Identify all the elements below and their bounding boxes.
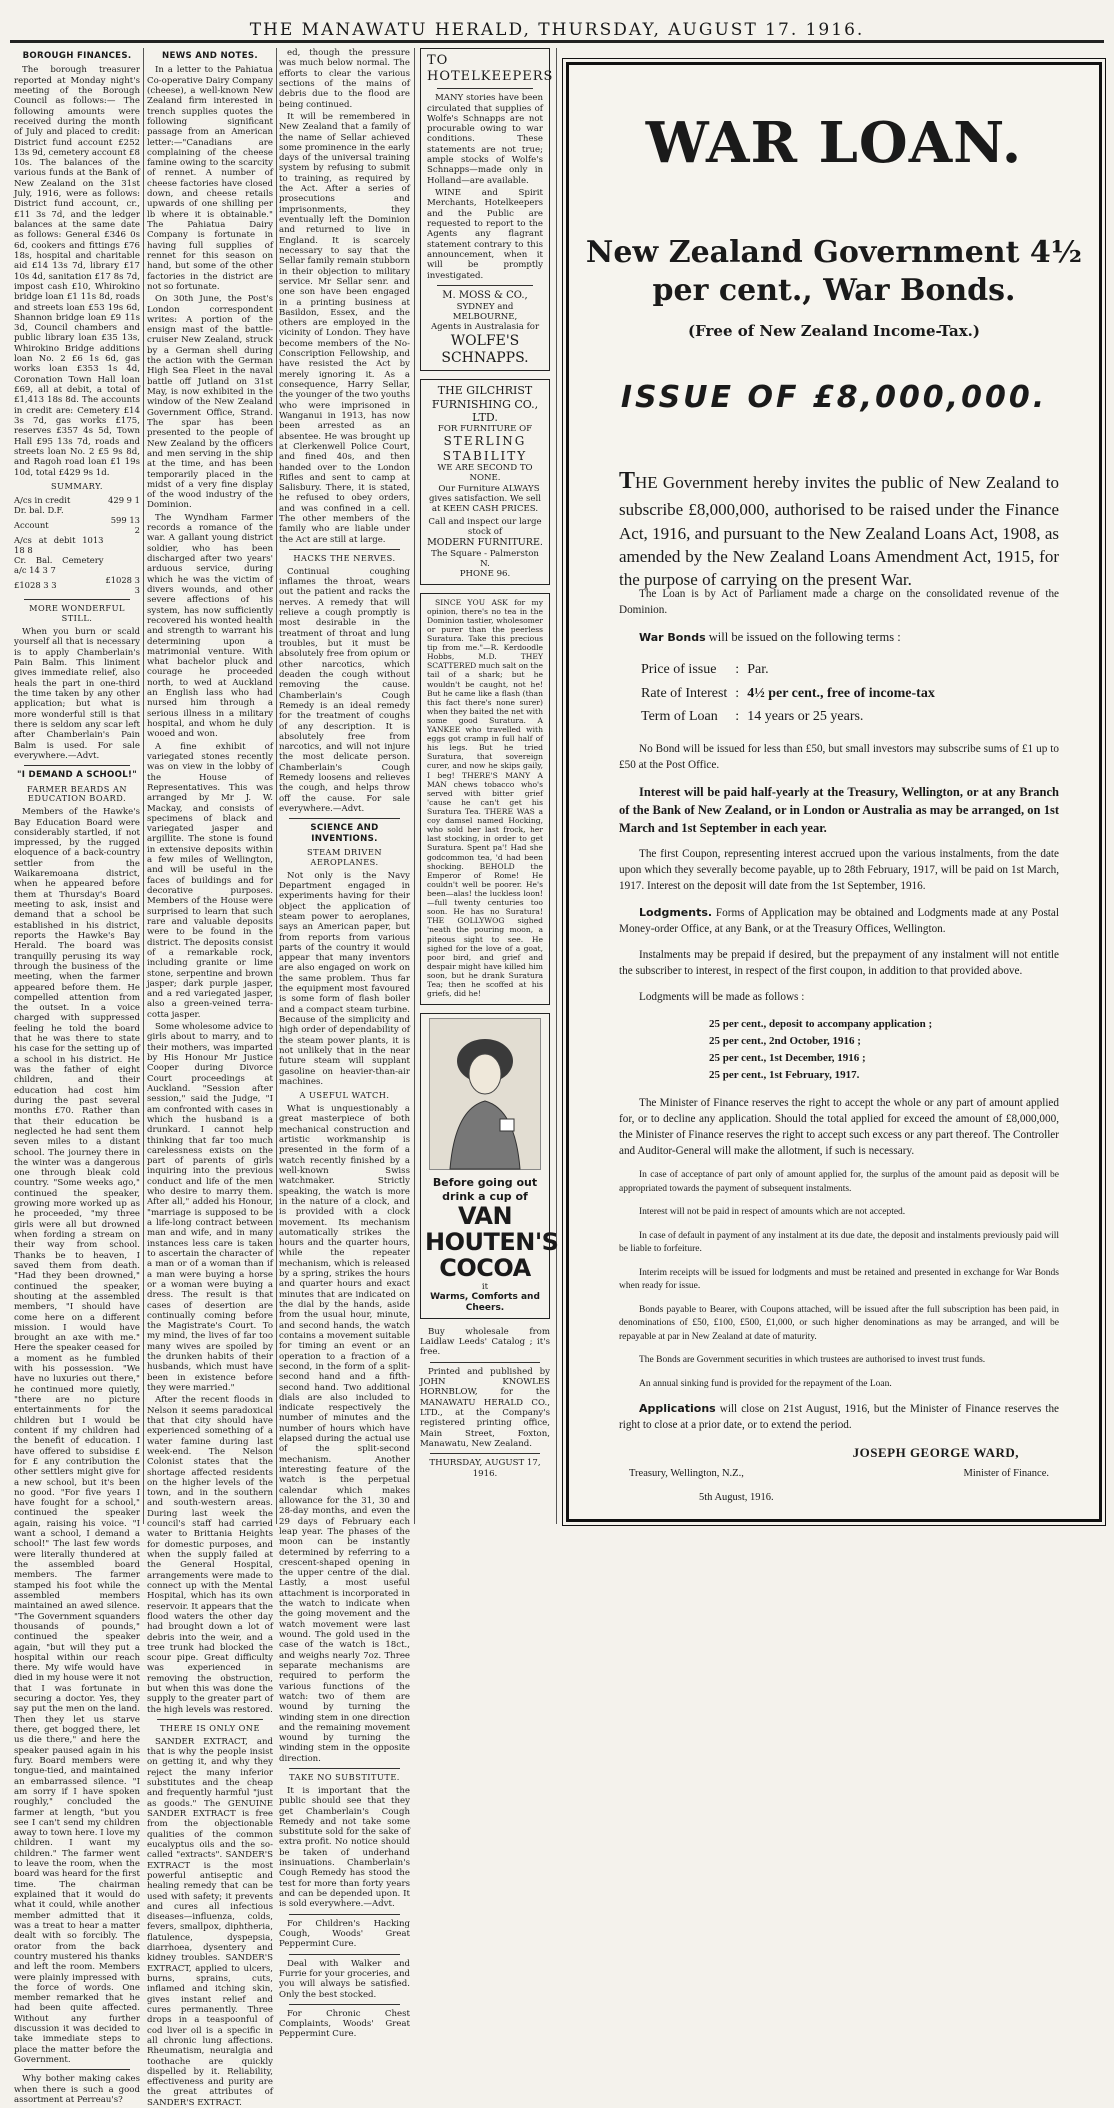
rule [24, 599, 130, 600]
treasury-location: Treasury, Wellington, N.Z., [629, 1467, 744, 1479]
article-stones: A fine exhibit of variegated stones recently was on view in the lobby of the House of Representatives. This was arranged by Mr J. W. Mackay, and consists of specimens of black and variegated jasper and argillite. The stone is found in extensive deposits within a few miles of Wellington, and will be useful in the faces of buildings and for decorative purposes. Members of the House were surprised to learn that such rare and valuable deposits were to be found in the district. The deposits consist of a remarkable rock, including granite or lime stone, serpentine and brown jasper; dark purple jasper, and a red variegated jasper, also a green-veined terra-cotta jasper. [147, 741, 273, 1020]
war-loan-tax-free: (Free of New Zealand Income-Tax.) [688, 322, 980, 340]
article-hacks-nerves: Continual coughing inflames the throat, wears out the patient and racks the nerves. A remedy that will relieve a cough promptly is most desirable in the treatment of throat and lung troubles, but it must be absolutely free from opium or other narcotics, which deaden the cough without removing the cause. Chamberlain's Cough Remedy is an ideal remedy for the treatment of coughs of any description. It is absolutely free from narcotics, and will not injure the most delicate person. Chamberlain's Cough Remedy loosens and relieves the cough, and helps throw off the cause. For sale everywhere.—Advt. [279, 566, 410, 815]
ad-suratura-text: SINCE YOU ASK for my opinion, there's no tea in the Dominion tastier, wholesomer or purer than the peerless Suratura. Take this precious tip from me."—R. Kerdoodle Hobbs, M.D. THEY SCATTERED much salt on the tail of a shark; but he wouldn't be caught, not he! But he came like a flash (than this fact there's none surer) when they baited the net with some good Suratura. A YANKEE who travelled with eggs got cramp in full half of his legs. But he tried Suratura, that sovereign curer, and now he skips gaily, I beg! THERE'S MANY A MAN chews tobacco who's served with bitter grief 'cause he can't get his Suratura Tea. THERE WAS a coy damsel named Hocking, who sold her last frock, her last stocking, in order to get Suratura. Spent pa'! Had she godcommon tea, 'd had been shocking. BEHOLD the Emperor of Rome! He couldn't well be poorer. He's been—alas! the luckless loon!—full twenty centuries too soon. He has no Suratura! THE GOLLYWOG sighed 'neath the pouring moon, a piteous sight to see. He sighed for the love of a goat, poor bird, and grief and despair might have killed him soon, but he drank Suratura Tea; then he scoffed at his griefs, did he! [427, 597, 543, 999]
woman-drinking-cocoa-illustration [429, 1018, 541, 1170]
ad-suratura [420, 593, 550, 1006]
war-loan-issue-amount: ISSUE OF £8,000,000. [620, 380, 1048, 415]
column-3 [279, 48, 410, 2040]
ad-gilchrist-sterling: STERLING STABILITY [442, 434, 528, 463]
notice-date: 5th August, 1916. [699, 1492, 774, 1504]
rule [289, 549, 400, 550]
ad-laidlaw-leeds: Buy wholesale from Laidlaw Leeds' Catalog ; it's free. [420, 1326, 550, 1358]
rule [157, 1719, 263, 1720]
lodgment-item: 25 per cent., deposit to accompany application ; [709, 1017, 933, 1030]
column-divider [276, 48, 277, 1524]
lodgment-item: 25 per cent., 2nd October, 1916 ; [709, 1034, 861, 1047]
ad-sander-extract: SANDER EXTRACT, and that is why the people insist on getting it, and why they reject the many inferior substitutes and the cheap and frequently harmful "just as goods." The GENUINE SANDER EXTRACT is free from the objectionable qualities of the common eucalyptus oils and the so-called "extracts". SANDER'S EXTRACT is the most powerful antiseptic and healing remedy that can be used with safety; it prevents and cures all infectious diseases—influenza, colds, fevers, smallpox, diphtheria, flatulence, dyspepsia, diarrhoea, dysentery and kidney troubles. SANDER'S EXTRACT, applied to ulcers, burns, sprains, cuts, inflamed and itching skin, gives instant relief and cures permanently. Three drops in a teaspoonful of cod liver oil is a specific in all chronic lung affections. Rheumatism, neuralgia and toothache are quickly dispelled by it. Reliability, effectiveness and purity are the great attributes of SANDER'S EXTRACT. [147, 1736, 273, 2108]
summary-row: A/cs in credit 429 9 1 [14, 494, 140, 505]
ad-perreau: Why bother making cakes when there is such a good assortment at Perreau's? [14, 2074, 140, 2105]
paragraph-lodgment-schedule: Lodgments will be made as follows : [639, 990, 805, 1003]
headline-demand-school: "I DEMAND A SCHOOL!" [16, 770, 137, 781]
terms-row: Price of issue : Par. [641, 661, 769, 677]
paragraph-trustees: The Bonds are Government securities in which trustees are authorised to invest trust funds. [639, 1355, 986, 1366]
subhead-steam-aeroplanes: STEAM DRIVEN AEROPLANES. [307, 846, 382, 867]
signature: JOSEPH GEORGE WARD, [852, 1445, 1019, 1461]
terms-table [639, 657, 943, 731]
masthead: THE MANAWATU HERALD, THURSDAY, AUGUST 17. 1916. [249, 20, 865, 40]
paragraph-minister-rights: The Minister of Finance reserves the right to accept the whole or any part of amount applied for, or to decline any application. Should the total applied for exceed the amount of £8,000,000, the Minister of Finance reserves the right to accept such excess or any part thereof. The Controller and Auditor-General will make the allotment, if such is necessary. [619, 1096, 1059, 1157]
ad-peppermint-cure-chest: For Chronic Chest Complaints, Woods' Great Peppermint Cure. [279, 2008, 410, 2040]
ad-gilchrist-modern: MODERN FURNITURE. [427, 537, 543, 549]
headline-sander: THERE IS ONLY ONE [160, 1723, 260, 1733]
paragraph-bonds-bearer: Bonds payable to Bearer, with Coupons attached, will be issued after the full subscription has been paid, in denominations of £50, £100, £500, £1,000, or such higher denominations as may be arranged, and will be repayable at par in New Zealand at date of maturity. [619, 1304, 1059, 1342]
article-nelson-water: After the recent floods in Nelson it seems paradoxical that that city should have experienced something of a water famine during last week-end. The Nelson Colonist states that the shortage affected residents on the higher levels of the town, and in the southern and south-western areas. During last week the council's staff had carried water to Brittania Heights for domestic purposes, and when the supply failed at the General Hospital, arrangements were made to connect up with the Mental Hospital, which has its own reservoir. It appears that the flood waters the other day had brought down a lot of debris into the weir, and a tree trunk had blocked the scour pipe. Great difficulty was experienced in removing the obstruction, but when this was done the supply to the greater part of the high levels was restored. [147, 1395, 273, 1715]
lodgment-item: 25 per cent., 1st December, 1916 ; [709, 1051, 866, 1064]
rule [289, 1914, 400, 1915]
subhead-useful-watch: A USEFUL WATCH. [299, 1090, 390, 1101]
cocoa-warms: Warms, Comforts and Cheers. [430, 1292, 540, 1313]
summary-heading: SUMMARY. [50, 480, 104, 491]
ad-hotelkeepers [420, 48, 554, 371]
ad-hotelkeepers-title: TO HOTELKEEPERS [427, 53, 554, 84]
footer-date: THURSDAY, AUGUST 17, 1916. [429, 1458, 541, 1479]
drop-cap: T [619, 468, 636, 494]
paragraph-surplus: In case of acceptance of part only of amount applied for, the surplus of the amount paid as deposit will be appropriated towards the payment of subsequent instalments. [619, 1170, 1059, 1194]
headline-hacks-nerves: HACKS THE NERVES. [293, 553, 396, 563]
rule [24, 2069, 130, 2070]
ad-van-houtens-cocoa [420, 1013, 559, 1318]
paragraph-minimum-bond: No Bond will be issued for less than £50, but small investors may subscribe sums of £1 up to £50 at the Post Office. [619, 743, 1059, 772]
ad-gilchrist-text: Our Furniture ALWAYS gives satisfaction. We sell at KEEN CASH PRICES. [429, 483, 541, 515]
ad-gilchrist-call: Call and inspect our large stock of [428, 516, 542, 537]
article-ensign-mast: On 30th June, the Post's London correspondent writes: A portion of the ensign mast of the battle-cruiser New Zealand, struck by a German shell during the action with the German High Sea Fleet in the naval battle off Jutland on 31st May, is now exhibited in the window of the New Zealand Government Office, Strand. The spar has been presented to the people of New Zealand by the officers and men serving in the ship at the time, and has been temporarily placed in the midst of a very fine display of the wood industry of the Dominion. [147, 294, 273, 511]
minister-title: Minister of Finance. [963, 1467, 1049, 1479]
paragraph-not-accepted: Interest will not be paid in respect of amounts which are not accepted. [639, 1207, 906, 1218]
ad-gilchrist [420, 379, 550, 584]
rule [24, 765, 130, 766]
rule [289, 1768, 400, 1769]
rule [289, 818, 400, 819]
article-steam-aeroplanes: Not only is the Navy Department engaged in experiments having for their object the application of steam power to aeroplanes, says an American paper, but from reports from various parts of the country it would appear that many inventors are also engaged on work on the same problem. Thus far the equipment most favoured is some form of flash boiler and a compact steam turbine. Because of the simplicity and high order of dependability of the steam power plants, it is not unlikely that in the near future steam will supplant gasoline on heavier-than-air machines. [279, 870, 410, 1087]
paragraph-interest: Interest will be paid half-yearly at the Treasury, Wellington, or at any Branch of the Bank of New Zealand, or in London or Australia as may be arranged, on 1st March and 1st September in each year. [619, 785, 1059, 835]
ad-moss-cities: SYDNEY and MELBOURNE, [452, 301, 518, 323]
paragraph-prepaid: Instalments may be prepaid if desired, but the prepayment of any instalment will not entitle the subscriber to interest, in respect of the first coupon, in addition to that provided above. [619, 948, 1059, 977]
summary-row: Account 599 13 2 [14, 514, 140, 535]
headline-news-notes: NEWS AND NOTES. [162, 51, 258, 61]
article-no-substitute: It is important that the public should see that they get Chamberlain's Cough Remedy and not take some substitute sold for the sake of extra profit. No notice should be taken of underhand insinuations. Chamberlain's Cough Remedy has stood the test for more than forty years and can be depended upon. It is sold everywhere.—Advt. [279, 1785, 410, 1910]
rule [289, 1954, 400, 1955]
ad-gilchrist-for: FOR FURNITURE OF [437, 423, 533, 434]
paragraph-terms-intro: War Bonds will be issued on the following terms : [639, 629, 901, 644]
imprint: Printed and published by JOHN KNOWLES HORNBLOW, for the MANAWATU HERALD CO., LTD., at the Company's registered printing office, Main Street, Foxton, Manawatu, New Zealand. [420, 1366, 550, 1449]
ad-gilchrist-title: THE GILCHRIST FURNISHING CO., LTD. [431, 384, 539, 424]
summary-row: A/cs at debit 1013 18 8 [14, 534, 104, 556]
summary-table [14, 495, 140, 596]
war-loan-lead-paragraph [619, 465, 1059, 592]
war-loan-title: WAR LOAN. [645, 110, 1023, 176]
ad-hotelkeepers-text: WINE and Spirit Merchants, Hotelkeepers and the Public are requested to report to the Agents any flagrant statement contrary to this announcement, when it will be promptly investigated. [427, 188, 543, 281]
headline-borough-finances: BOROUGH FINANCES. [22, 51, 132, 61]
rule [437, 285, 533, 286]
ad-moss-name: M. MOSS & CO., [442, 289, 528, 301]
rule [289, 2004, 400, 2005]
lead-text: HE Government hereby invites the public of New Zealand to subscribe £8,000,000, authorised to be raised under the Finance Act, 1916, and pursuant to the New Zealand Loans Act, 1908, as amended by the New Zealand Loans Amendment Act, 1915, for the purpose of carrying on the present War. [619, 473, 1059, 590]
ad-gilchrist-address: The Square - Palmerston N. [431, 548, 539, 569]
ad-hotelkeepers-text: MANY stories have been circulated that supplies of Wolfe's Schnapps are not procurable owing to war conditions. These statements are not true; ample stocks of Wolfe's Schnapps—made only in Holland—are available. [427, 93, 543, 186]
paragraph-interim-receipts: Interim receipts will be issued for lodgments and must be retained and presented in exchange for War Bonds when ready for issue. [619, 1267, 1059, 1292]
column-1 [14, 48, 140, 2105]
summary-row: £1028 3 3 £1028 3 3 [14, 575, 140, 596]
paragraph-default: In case of default in payment of any instalment at its due date, the deposit and instalments previously paid will be liable to forfeiture. [619, 1230, 1060, 1255]
paragraph-applications: Applications will close on 21st August, 1916, but the Minister of Finance reserves the right to close at a prior date, or to extend the period. [619, 1402, 1059, 1432]
article-flood-continued: ed, though the pressure was much below normal. The efforts to clear the various sections of the mains of debris due to the flood are being continued. [279, 48, 410, 110]
column-divider [556, 48, 557, 1524]
paragraph-lodgments: Lodgments. Forms of Application may be obtained and Lodgments made at any Postal Money-order Office, at any Bank, or at the Treasury Offices, Wellington. [619, 906, 1059, 936]
cocoa-it: it [481, 1281, 489, 1292]
rule [430, 1362, 540, 1363]
rule [430, 1453, 540, 1454]
column-4 [420, 48, 559, 1524]
ad-wolfe-schnapps: WOLFE'S SCHNAPPS. [441, 332, 529, 366]
ad-gilchrist-second: WE ARE SECOND TO NONE. [437, 463, 533, 484]
ad-walker-furrie: Deal with Walker and Furrie for your groceries, and you will always be satisfied. Only the best stocked. [279, 1958, 410, 2000]
lodgment-list [709, 1016, 1059, 1084]
cocoa-brand-line-2: HOUTEN'S [425, 1228, 559, 1257]
woman-portrait-icon [430, 1019, 540, 1169]
cocoa-brand-line-3: COCOA [439, 1254, 531, 1283]
headline-science: SCIENCE AND INVENTIONS. [310, 823, 379, 844]
rule [437, 88, 533, 89]
article-romance: The Wyndham Farmer records a romance of the war. A gallant young district soldier, who has been discharged after two years' arduous service, during which he was the victim of divers wounds, and other severe affections of his system, has now sufficiently recovered his wonted health and strength to warrant his determining upon a matrimonial venture. With what bachelor pluck and courage he proceeded north, to wed at Auckland an English lass who had nursed him through a serious illness in a military hospital, and whom he duly wooed and won. [147, 512, 273, 740]
war-loan-advertisement [566, 62, 1102, 1522]
war-loan-subtitle-1: New Zealand Government 4½ [585, 235, 1083, 270]
cocoa-brand-line-1: VAN [457, 1201, 513, 1230]
summary-row: Cr. Bal. Cemetery a/c 14 3 7 [14, 555, 104, 576]
signature-footer [619, 1467, 1059, 1482]
war-loan-subtitle-2: per cent., War Bonds. [652, 273, 1016, 308]
article-marriage-advice: Some wholesome advice to girls about to marry, and to their mothers, was imparted by His Honour Mr Justice Cooper during Divorce Court proceedings at Auckland. "Session after session," said the Judge, "I am confronted with cases in which the husband is a drunkard. I cannot help thinking that far too much carelessness exists on the part of parents of girls inquiring into the previous conduct and life of the men who desire to marry them. After all," added his Honour, "marriage is supposed to be a life-long contract between man and wife, and in many instances less care is taken to ascertain the character of a man or of a woman than if a man were buying a horse or a woman were buying a dress. The result is that cases of desertion are continually coming before the Magistrate's Court. To my mind, the lives of far too many wives are spoiled by the drunken habits of their husbands, which must have been in existence before they were married." [147, 1022, 273, 1393]
summary-row: Dr. bal. D.F. [14, 504, 64, 515]
column-divider [414, 48, 415, 1524]
masthead-rule [10, 40, 1104, 43]
article-sellar-family: It will be remembered in New Zealand that a family of the name of Sellar achieved some prominence in the early days of the universal training system by refusing to submit to training, as required by the Act. After a series of prosecutions and imprisonments, they eventually left the Dominion and returned to live in England. It is scarcely necessary to say that the Sellar family remain stubborn in their objection to military service. Mr Sellar senr. and one son have been engaged in a printing business at Basildon, Essex, and the others are employed in the vicinity of London. They have become members of the No-Conscription Fellowship, and have resisted the Act by merely ignoring it. As a consequence, Harry Sellar, the younger of the two youths who were imprisoned in Wanganui in 1913, has now been arrested as an absentee. He was brought up at Clerkenwell Police Court, and fined 40s, and then handed over to the London Rifles and sent to camp at Salisbury. There, it is stated, he refused to obey orders, and was confined in a cell. The other members of the family who are liable under the Act are still at large. [279, 111, 410, 545]
article-useful-watch: What is unquestionably a great masterpiece of both mechanical construction and artistic workmanship is presented in the form of a watch recently finished by a well-known Swiss watchmaker. Strictly speaking, the watch is more in the nature of a clock, and is provided with a clock movement. Its mechanism automatically strikes the hours and the quarter hours, while the repeater mechanism, which is released by a spring, strikes the hours and quarter hours and exact minutes that are indicated on the dial by the hands, aside from the usual hour, minute, and second hands, the watch contains a movement suitable for timing an event or an operation to a fraction of a second, in the form of a split-second hand and a fifth-second hand. Two additional dials are also included to indicate respectively the number of minutes and the number of hours which have elapsed during the actual use of the split-second mechanism. Another interesting feature of the watch is the perpetual calendar which makes allowance for the 31, 30 and 28-day months, and even the 29 days of February each leap year. The phases of the moon can be instantly determined by referring to a crescent-shaped opening in the upper centre of the dial. Lastly, a most useful attachment is incorporated in the watch to indicate when the going movement and the watch movement were last wound. The gold used in the case of the watch is 18ct., and weighs nearly 7oz. Three separate mechanisms are required to perform the various functions of the watch: two of them are wound by turning the winding stem in one direction and the remaining movement wound by turning the winding stem in the opposite direction. [279, 1104, 410, 1764]
article-rennet: In a letter to the Pahiatua Co-operative Dairy Company (cheese), a well-known New Zealand firm interested in trench supplies quotes the following significant passage from an American letter:—"Canadians are complaining of the cheese famine owing to the scarcity of rennet. A number of cheese factories have closed down, and cheese retails upwards of one shilling per lb where it is obtainable." The Pahiatua Dairy Company is fortunate in having full supplies of rennet for this season on hand, but some of the other factories in the district are not so fortunate. [147, 65, 273, 292]
terms-row: Term of Loan : 14 years or 25 years. [641, 709, 864, 725]
paragraph-consolidated-revenue: The Loan is by Act of Parliament made a charge on the consolidated revenue of the Dominion. [619, 588, 1059, 616]
ad-moss-agents: Agents in Australasia for [430, 322, 540, 333]
ad-peppermint-cure: For Children's Hacking Cough, Woods' Great Peppermint Cure. [279, 1918, 410, 1950]
subhead-farmer-beards: FARMER BEARDS AN EDUCATION BOARD. [26, 783, 128, 804]
headline-more-wonderful: MORE WONDERFUL STILL. [29, 603, 125, 624]
column-divider [143, 48, 144, 1524]
paragraph-first-coupon: The first Coupon, representing interest accrued upon the various instalments, from the date upon which they severally become payable, up to 28th February, 1917, will be paid on 1st March, 1917. Interest on the deposit will date from the 1st September, 1916. [619, 848, 1059, 893]
paragraph-sinking-fund: An annual sinking fund is provided for the repayment of the Loan. [639, 1378, 892, 1389]
terms-row: Rate of Interest : 4½ per cent., free of income-tax [641, 685, 935, 701]
article-more-wonderful: When you burn or scald yourself all that is necessary is to apply Chamberlain's Pain Balm. This liniment gives immediate relief, also heals the part in one-third the time taken by any other application; but what is more wonderful still is that there is seldom any scar left after Chamberlain's Pain Balm is used. For sale everywhere.—Advt. [14, 627, 140, 761]
article-borough-finances: The borough treasurer reported at Monday night's meeting of the Borough Council as follows:— The following amounts were received during the month of July and placed to credit: District fund account £252 13s 9d, cemetery account £8 10s. The balances of the various funds at the Bank of New Zealand on the 31st July, 1916, were as follows: District fund account, cr., £11 3s 7d, and the ledger balances at the same date as follows: General £346 0s 6d, cookers and fittings £76 18s, hospital and charitable aid £14 13s 7d, library £17 10s 4d, sanitation £17 8s 7d, impost cash £10, Whirokino bridge loan £1 11s 8d, roads and streets loan £53 19s 6d, Shannon bridge loan £9 11s 3d, Council chambers and public library loan £35 13s, Whirokino Bridge additions loan No. 2 £6 1s 6d, gas works loan £353 1s 4d, Coronation Town Hall loan £69, all at debit, a total of £1,413 18s 8d. The accounts in credit are: Cemetery £14 3s 7d, gas works £175, reserves £357 4s 5d, Town Hall £95 13s 7d, roads and streets loan No. 2 £5 9s 8d, and Ragoh road loan £1 19s 10d, total £429 9s 1d. [14, 65, 140, 478]
column-2 [147, 48, 273, 2108]
war-loan-body [619, 587, 1059, 1506]
headline-no-substitute: TAKE NO SUBSTITUTE. [289, 1772, 400, 1783]
lodgment-item: 25 per cent., 1st February, 1917. [709, 1068, 860, 1081]
cocoa-tagline: Before going out drink a cup of [432, 1176, 538, 1203]
article-demand-school: Members of the Hawke's Bay Education Board were considerably startled, if not impressed, by the rugged eloquence of a back-country settler from the Waikaremoana district, when he appeared before them at Thursday's Board meeting to ask, insist and demand that a school be established in his district, reports the Hawke's Bay Herald. The board was tranquilly perusing its way through the business of the meeting, when the farmer appeared before them. He compelled attention from the outset. In a voice charged with suppressed feeling he told the board that he was there to state his case for the setting up of a school in his district. He was the father of eight children, and their education had cost him during the past several months £70. Rather than that their education be neglected he had sent them seven miles to a distant school. The journey there in the winter was a dangerous one through bleak cold country. "Some weeks ago," continued the speaker, growing more worked up as he proceeded, "my three girls were all but drowned when fording a stream on their way from school. Thanks be to heaven, I saved them from death. "Had they been drowned," continued the speaker, shouting at the assembled members, "I should have come here on a different mission. I would have brought an axe with me." Here the speaker ceased for a moment as he fumbled with his possession. "We have no luxuries out there," he continued more quietly, "there are no picture entertainments for the children but I would be content if my children had the benefit of education. I have offered to subsidise £ for £ any contribution the other settlers might give for a new school, but it's been no good. "For five years I have fought for a school," continued the speaker again, raising his voice. "I want a school, I demand a school!" The last few words were literally thundered at the assembled board members. The farmer stamped his foot while the assembled members maintained an awed silence. "The Government squanders thousands of pounds," continued the speaker again, "but will they put a hospital within our reach there. My wife would have died in my house were it not that I was fortunate in securing a doctor. Yes, they say put the men on the land. Then they let us starve there, get bogged there, let us die there," and here the speaker paused again in his fury. Board members were tongue-tied, and maintained an embarrassed silence. "I am sorry if I have spoken roughly," concluded the farmer at length, "but you see I can't send my children away to town here. I love my children. I want my children." The farmer went to leave the room, when the board was heard for the first time. The chairman explained that it would do what it could, while another member admitted that it was a treat to hear a matter dealt with so forcibly. The orator from the back country mustered his thanks and left the room. Members were plainly impressed with the force of words. One member remarked that he had been quite affected. Without any further discussion it was decided to take immediate steps to place the matter before the Government. [14, 807, 140, 2065]
ad-gilchrist-phone: PHONE 96. [459, 569, 511, 580]
